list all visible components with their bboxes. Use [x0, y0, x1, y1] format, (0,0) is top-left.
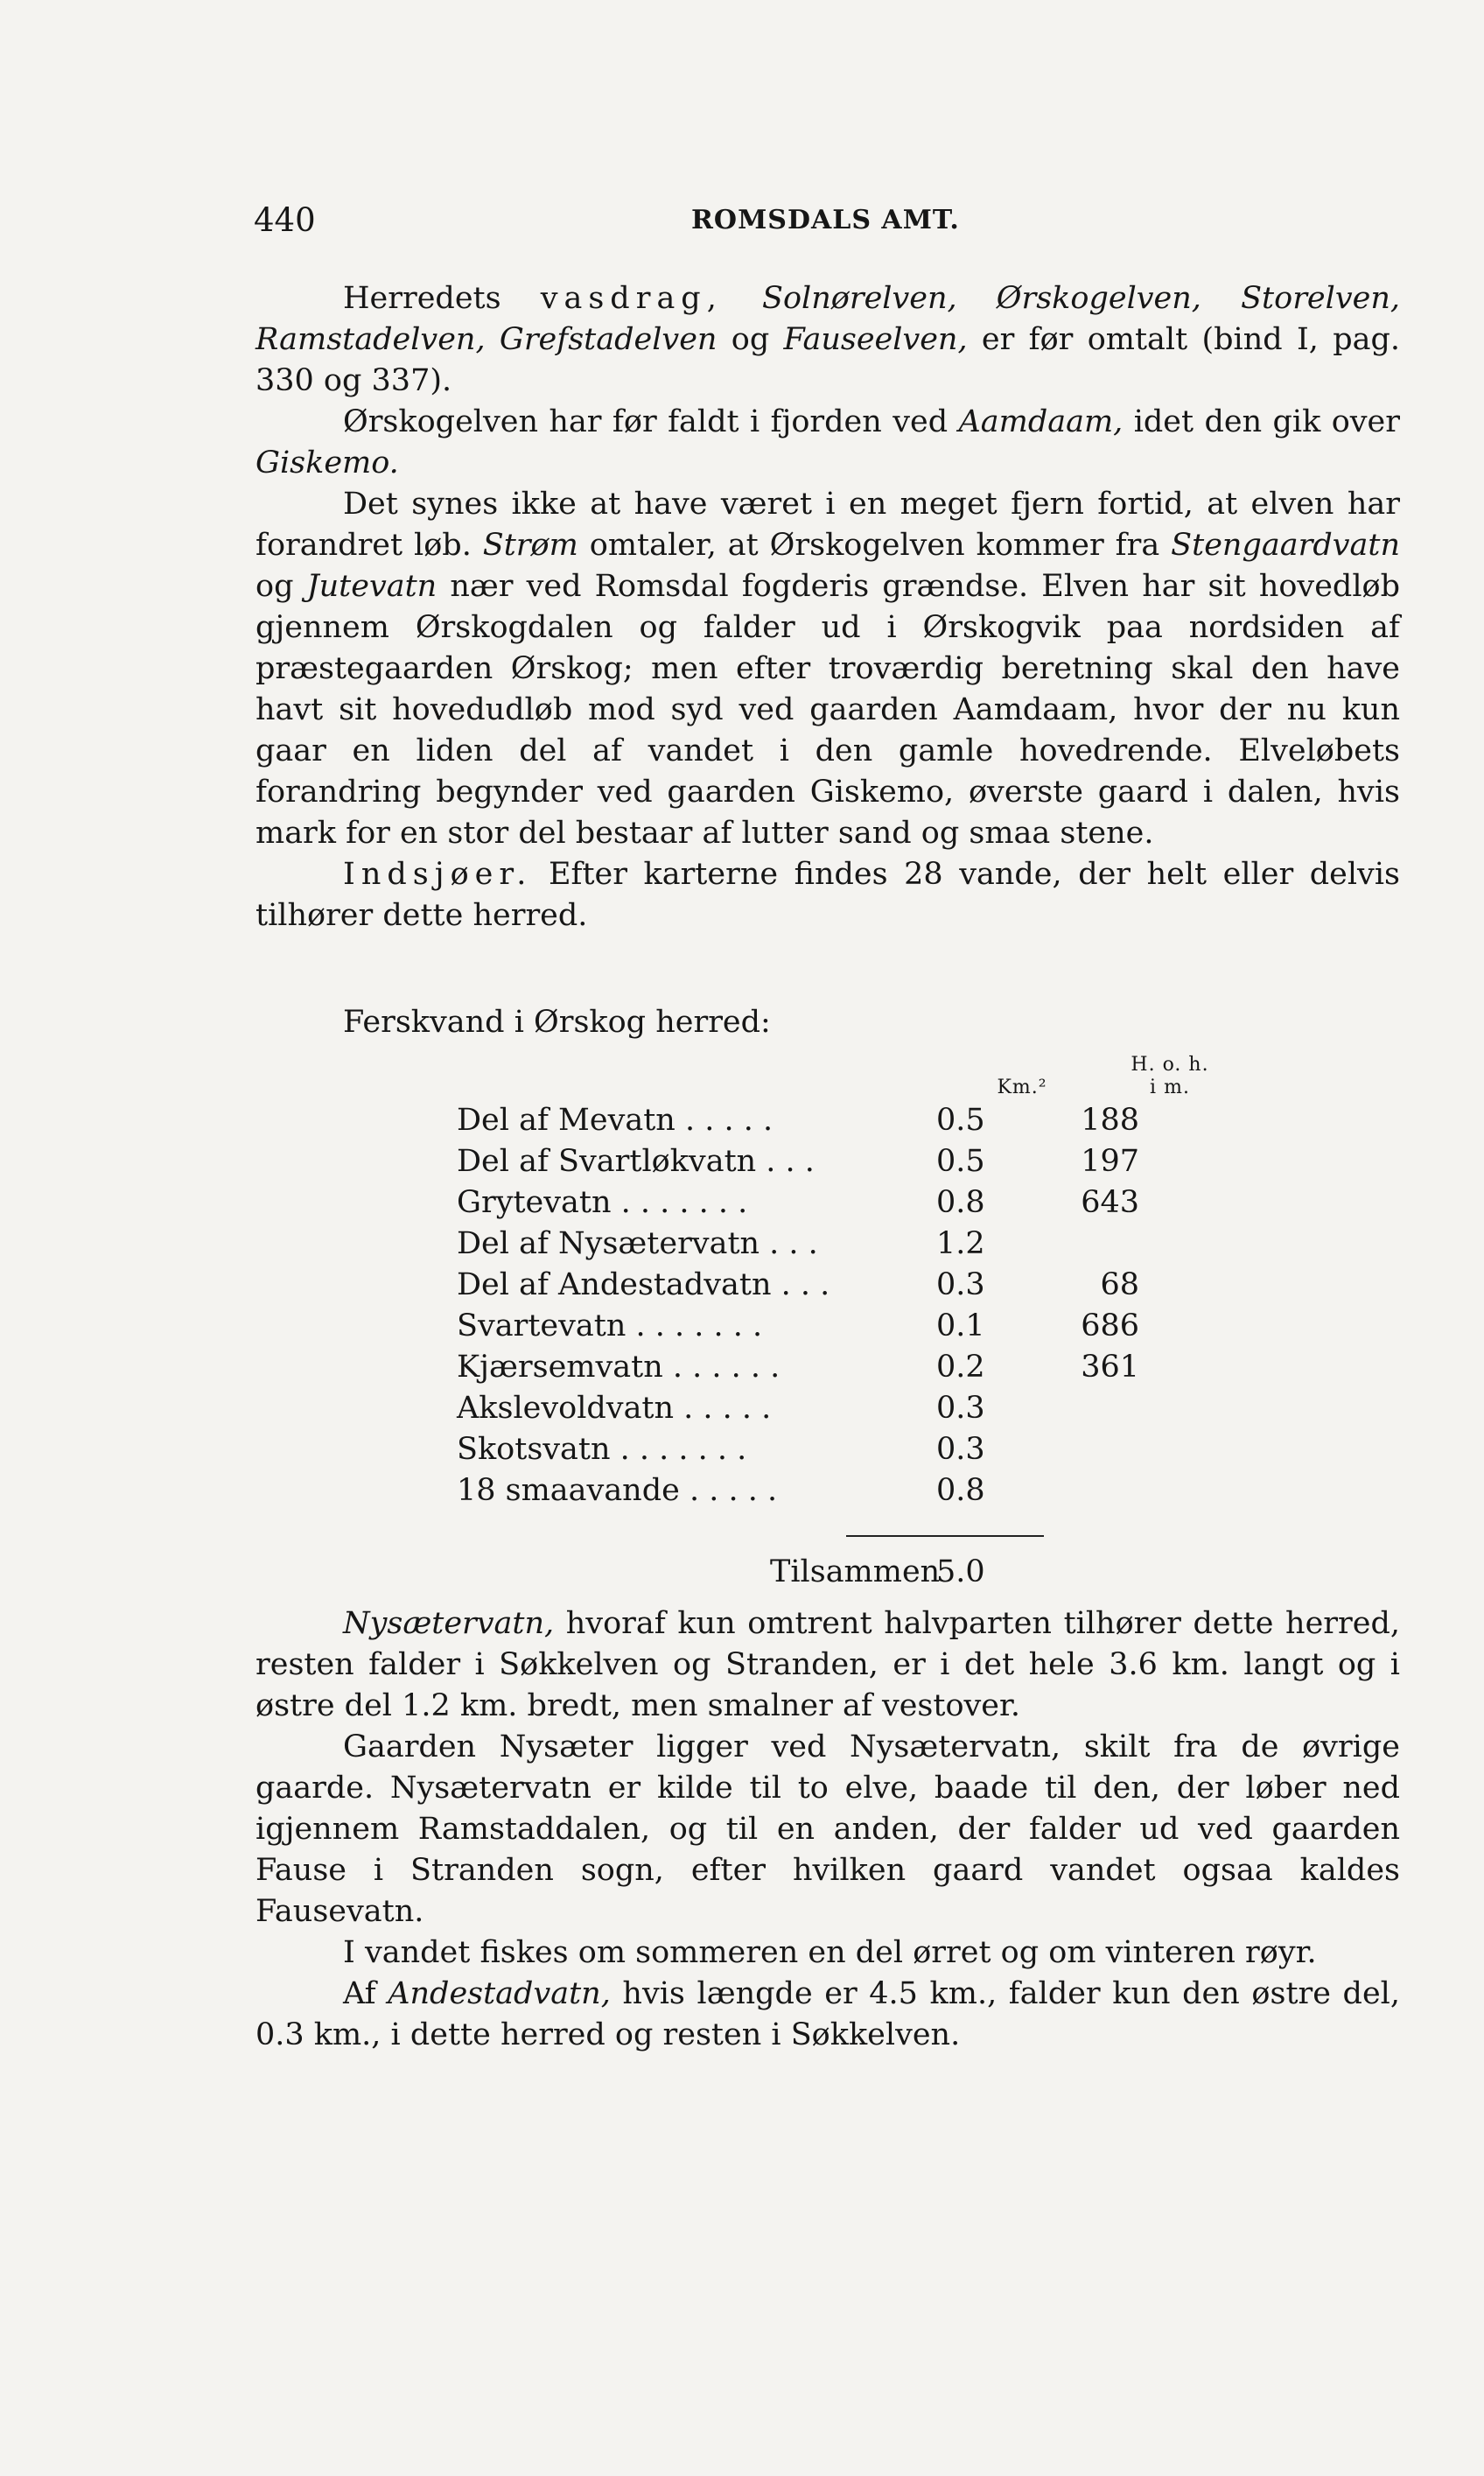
spaced-term: vasdrag,	[540, 281, 723, 316]
text-run: Gaarden Nysæter ligger ved Nysætervatn, skilt fra de øvrige gaarde. Nysætervatn er kilde til to elve, baade til den, der løber ned igjennem Ramstaddalen, og til en anden, der falder ud ved gaarden Fause i Stranden sogn, efter hvilken gaard vandet ogsaa kaldes Fausevatn.	[256, 1729, 1400, 1929]
text-run: Efter karterne findes 28 vande, der helt eller delvis tilhører dette herred.	[256, 857, 1400, 933]
text-run: omtaler, at Ørskogelven kommer fra	[578, 528, 1172, 563]
total-value: 5.0	[936, 1554, 985, 1589]
lake-area: 0.3	[936, 1391, 985, 1426]
italic-lake-name: Andestadvatn,	[388, 1976, 611, 2011]
text-run: hvis længde er 4.5 km., falder kun den østre del, 0.3 km., i dette herred og resten i Søkkelven.	[256, 1976, 1400, 2052]
table-row	[457, 1432, 1332, 1472]
lake-name: Del af Andestadvatn . . .	[457, 1267, 830, 1302]
lake-height: 188	[1081, 1103, 1139, 1138]
lake-area: 0.1	[936, 1308, 985, 1343]
lake-area: 0.3	[936, 1432, 985, 1467]
body-text-top	[256, 278, 1400, 936]
text-run: og	[717, 322, 784, 357]
lake-name: Skotsvatn . . . . . . .	[457, 1432, 747, 1467]
running-title: ROMSDALS AMT.	[691, 205, 960, 235]
page-header	[254, 201, 1400, 254]
text-run	[723, 281, 762, 316]
text-run: Ørskogelven har før faldt i fjorden ved	[343, 404, 959, 439]
paragraph-andestadvatn	[256, 1974, 1400, 2056]
paragraph-elvelob	[256, 484, 1400, 854]
table-row	[457, 1103, 1332, 1143]
column-header-height-1: H. o. h.	[1130, 1054, 1209, 1076]
total-label: Tilsammen	[770, 1554, 941, 1589]
lake-name: Grytevatn . . . . . . .	[457, 1185, 748, 1220]
lake-name: Del af Nysætervatn . . .	[457, 1226, 818, 1261]
italic-place: Stengaardvatn	[1171, 528, 1400, 563]
lake-area: 1.2	[936, 1226, 985, 1261]
lake-height: 643	[1081, 1185, 1139, 1220]
table-row	[457, 1391, 1332, 1431]
text-run: Af	[343, 1976, 388, 2011]
table-row	[457, 1308, 1332, 1349]
table-row	[457, 1473, 1332, 1513]
paragraph-orskogelven	[256, 402, 1400, 484]
lake-height: 197	[1081, 1144, 1139, 1179]
text-run: og	[256, 569, 307, 604]
text-run: idet den gik over	[1123, 404, 1400, 439]
lake-height: 361	[1081, 1350, 1139, 1385]
lake-area: 0.8	[936, 1185, 985, 1220]
text-run: Herredets	[343, 281, 541, 316]
table-row	[457, 1350, 1332, 1390]
paragraph-nysaeter-gaard	[256, 1727, 1400, 1932]
table-caption: Ferskvand i Ørskog herred:	[343, 1005, 771, 1040]
lake-name: Del af Mevatn . . . . .	[457, 1103, 774, 1138]
paragraph-indsjoer	[256, 854, 1400, 936]
lake-area: 0.5	[936, 1144, 985, 1179]
italic-place: Jutevatn	[306, 569, 438, 604]
italic-lake-name: Nysætervatn,	[343, 1606, 555, 1641]
text-run: nær ved Romsdal fogderis grændse. Elven har sit hovedløb gjennem Ørskogdalen og falder ud i Ørskogvik paa nordsiden af præstegaarden Ørskog; men efter troværdig beretning skal den have havt sit hovedudløb mod syd ved gaarden Aamdaam, hvor der nu kun gaar en liden del af vandet i den gamle hovedrende. Elveløbets forandring begynder ved gaarden Giskemo, øverste gaard i dalen, hvis mark for en stor del bestaar af lutter sand og smaa stene.	[256, 569, 1400, 851]
lake-height: 68	[1100, 1267, 1139, 1302]
lake-area: 0.8	[936, 1473, 985, 1508]
italic-author: Strøm	[482, 528, 578, 563]
italic-river-name: Fauseelven,	[783, 322, 968, 357]
text-run: I vandet fiskes om sommeren en del ørret og om vinteren røyr.	[343, 1935, 1317, 1970]
italic-place: Giskemo.	[256, 445, 399, 480]
column-header-area: Km.²	[997, 1077, 1047, 1098]
paragraph-fiske	[256, 1932, 1400, 1974]
lake-area: 0.2	[936, 1350, 985, 1385]
lake-name: Del af Svartløkvatn . . .	[457, 1144, 815, 1179]
lake-name: Svartevatn . . . . . . .	[457, 1308, 763, 1343]
lake-area: 0.3	[936, 1267, 985, 1302]
paragraph-nysaetervatn	[256, 1603, 1400, 1727]
lake-name: Akslevoldvatn . . . . .	[457, 1391, 772, 1426]
body-text-bottom	[256, 1603, 1400, 2056]
text-run: er før omtalt (bind I, pag. 330 og 337).	[256, 322, 1400, 398]
lake-name: Kjærsemvatn . . . . . .	[457, 1350, 780, 1385]
text-run: hvoraf kun omtrent halvparten tilhører dette herred, resten falder i Søkkelven og Stranden, er i det hele 3.6 km. langt og i østre del 1.2 km. bredt, men smalner af vestover.	[256, 1606, 1400, 1723]
column-header-height-2: i m.	[1150, 1077, 1190, 1098]
lake-height: 686	[1081, 1308, 1139, 1343]
italic-place: Aamdaam,	[958, 404, 1124, 439]
spaced-term: Indsjøer.	[343, 857, 533, 892]
sum-rule	[846, 1535, 1044, 1537]
page-number: 440	[254, 201, 316, 239]
table-row	[457, 1226, 1332, 1266]
table-row	[457, 1185, 1332, 1225]
lake-area: 0.5	[936, 1103, 985, 1138]
table-row	[457, 1144, 1332, 1184]
italic-river-names: Solnørelven, Ørskogelven, Storelven, Ramstadelven, Grefstadelven	[256, 281, 1400, 357]
text-run: Det synes ikke at have været i en meget fjern fortid, at elven har forandret løb.	[256, 487, 1400, 563]
lake-name: 18 smaavande . . . . .	[457, 1473, 778, 1508]
table-row	[457, 1267, 1332, 1308]
paragraph-vasdrag	[256, 278, 1400, 402]
